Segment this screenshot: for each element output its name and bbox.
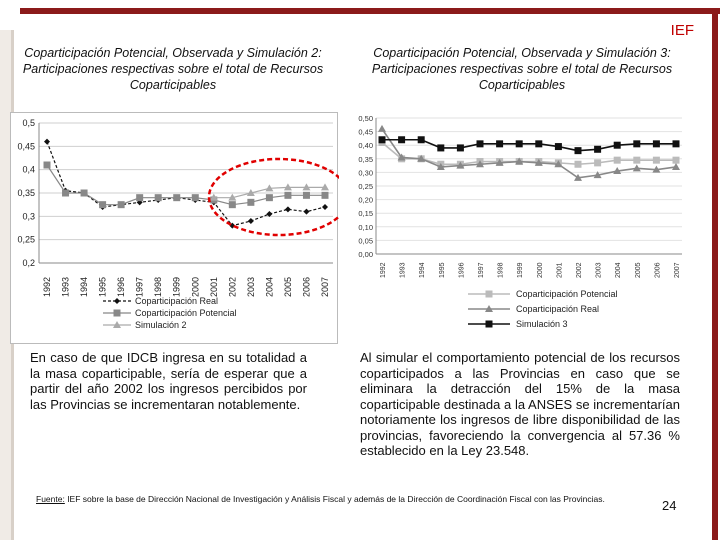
data-point [555,143,562,150]
x-tick-label: 2006 [654,262,662,278]
series-line [47,165,325,205]
source-note [36,494,605,504]
data-point [192,194,199,201]
left-paragraph: En caso de que IDCB ingresa en su totalidad a la masa coparticipable, sería de esperar que a partir del año 2002 los ingresos percibidos por las Provincias se incrementaran notablemente. [30,350,307,412]
y-tick-label: 0,05 [358,236,373,246]
legend-label: Coparticipación Real [135,296,219,306]
data-point [62,190,69,197]
left-chart [11,113,339,345]
y-tick-label: 0,45 [358,127,373,137]
data-point [575,147,582,154]
x-tick-label: 2003 [245,276,256,297]
data-point [398,136,405,143]
y-tick-label: 0,5 [22,118,35,128]
right-chart [350,110,688,338]
data-point [673,157,680,164]
data-point [614,157,621,164]
data-point [248,218,254,224]
y-tick-label: 0,45 [17,141,35,152]
data-point [379,136,386,143]
source-label: Fuente: [36,494,65,504]
x-tick-label: 2004 [264,276,275,297]
legend-swatch-marker [486,321,493,328]
y-tick-label: 0,15 [358,209,373,219]
data-point [594,146,601,153]
right-accent-bar [712,8,718,540]
x-tick-label: 2005 [634,262,642,278]
right-paragraph: Al simular el comportamiento potencial de los recursos coparticipados a las Provincias en caso que se eliminara la detracción del 15% de la masa coparticipable destinada a la ANSES se incrementarían notoriamente los ingresos de libre disponibilidad de las provincias, favoreciendo la convergencia al 57.36 % establecido en la Ley 23.548. [360,350,680,458]
legend-label: Simulación 2 [135,320,187,330]
y-tick-label: 0,10 [358,222,373,232]
x-tick-label: 2007 [320,276,330,297]
data-point [155,194,162,201]
x-tick-label: 1995 [438,262,446,278]
data-point [285,206,291,212]
x-tick-label: 2001 [208,276,219,297]
data-point [653,140,660,147]
data-point [303,209,309,215]
data-point [477,140,484,147]
legend-label: Simulación 3 [516,319,568,329]
series-line [47,142,325,226]
x-tick-label: 2000 [536,262,544,278]
x-tick-label: 2005 [282,276,293,297]
data-point [229,201,236,208]
y-tick-label: 0,35 [17,188,35,198]
y-tick-label: 0,40 [358,141,373,151]
x-tick-label: 1999 [517,262,525,278]
x-tick-label: 2002 [576,262,583,278]
data-point [322,204,328,210]
y-tick-label: 0,4 [22,164,35,175]
data-point [173,194,180,201]
data-point [672,163,680,170]
data-point [614,142,621,149]
x-tick-label: 1998 [153,276,164,297]
legend-label: Coparticipación Potencial [135,308,237,318]
right-chart-frame [350,110,688,338]
x-tick-label: 1997 [134,276,145,297]
x-tick-label: 1997 [478,262,485,278]
legend-swatch-marker [114,310,121,317]
y-tick-label: 0,20 [358,195,373,205]
data-point [44,139,50,145]
data-point [418,136,425,143]
page-number: 24 [662,498,677,513]
y-tick-label: 0,25 [358,182,373,191]
data-point [633,140,640,147]
data-point [633,157,640,164]
x-tick-label: 1994 [79,276,90,297]
legend-swatch-marker [114,298,120,304]
x-tick-label: 1993 [60,276,71,297]
x-tick-label: 1996 [458,262,466,278]
y-tick-label: 0,25 [17,234,35,245]
ief-label: IEF [670,22,694,39]
data-point [516,140,523,147]
x-tick-label: 1993 [399,262,407,278]
data-point [303,192,310,199]
legend-label: Coparticipación Real [516,304,600,314]
x-tick-label: 2003 [595,262,603,278]
x-tick-label: 1994 [419,262,427,278]
x-tick-label: 2004 [615,262,623,278]
x-tick-label: 1992 [380,262,387,278]
data-point [322,192,329,199]
x-tick-label: 1992 [42,276,52,297]
y-tick-label: 0,3 [22,211,35,222]
data-point [437,144,444,151]
data-point [594,159,601,166]
left-chart-title: Coparticipación Potencial, Observada y Simulación 2: Participaciones respectivas sobre el total de Recursos Coparticipables [22,46,324,92]
y-tick-label: 0,2 [22,258,35,268]
top-accent-bar [20,8,720,14]
legend-swatch-marker [486,291,493,298]
data-point [673,140,680,147]
data-point [118,201,125,208]
legend-label: Coparticipación Potencial [516,289,618,299]
data-point [378,125,386,132]
data-point [81,190,88,197]
data-point [575,161,582,168]
data-point [247,199,254,206]
x-tick-label: 2002 [227,276,238,297]
x-tick-label: 1996 [116,276,127,297]
data-point [496,140,503,147]
x-tick-label: 2000 [190,276,201,297]
x-tick-label: 1995 [97,276,108,297]
x-tick-label: 2006 [301,276,312,297]
x-tick-label: 2007 [674,262,681,278]
data-point [284,192,291,199]
data-point [653,157,660,164]
data-point [136,194,143,201]
x-tick-label: 1998 [497,262,505,278]
data-point [535,140,542,147]
y-tick-label: 0,30 [358,168,373,178]
y-tick-label: 0,50 [358,114,373,123]
left-chart-frame [10,112,338,344]
y-tick-label: 0,35 [358,154,373,164]
source-text: IEF sobre la base de Dirección Nacional de Investigación y Análisis Fiscal y además de la Dirección de Coordinación Fiscal con las Provincias. [64,494,605,504]
x-tick-label: 1999 [171,276,182,297]
data-point [44,162,51,169]
data-point [99,201,106,208]
y-tick-label: 0,00 [358,250,373,259]
data-point [266,194,273,201]
x-tick-label: 2001 [556,262,564,278]
right-chart-title: Coparticipación Potencial, Observada y Simulación 3: Participaciones respectivas sobre el total de Recursos Coparticipables [371,46,673,92]
data-point [457,144,464,151]
series-line [382,129,676,178]
